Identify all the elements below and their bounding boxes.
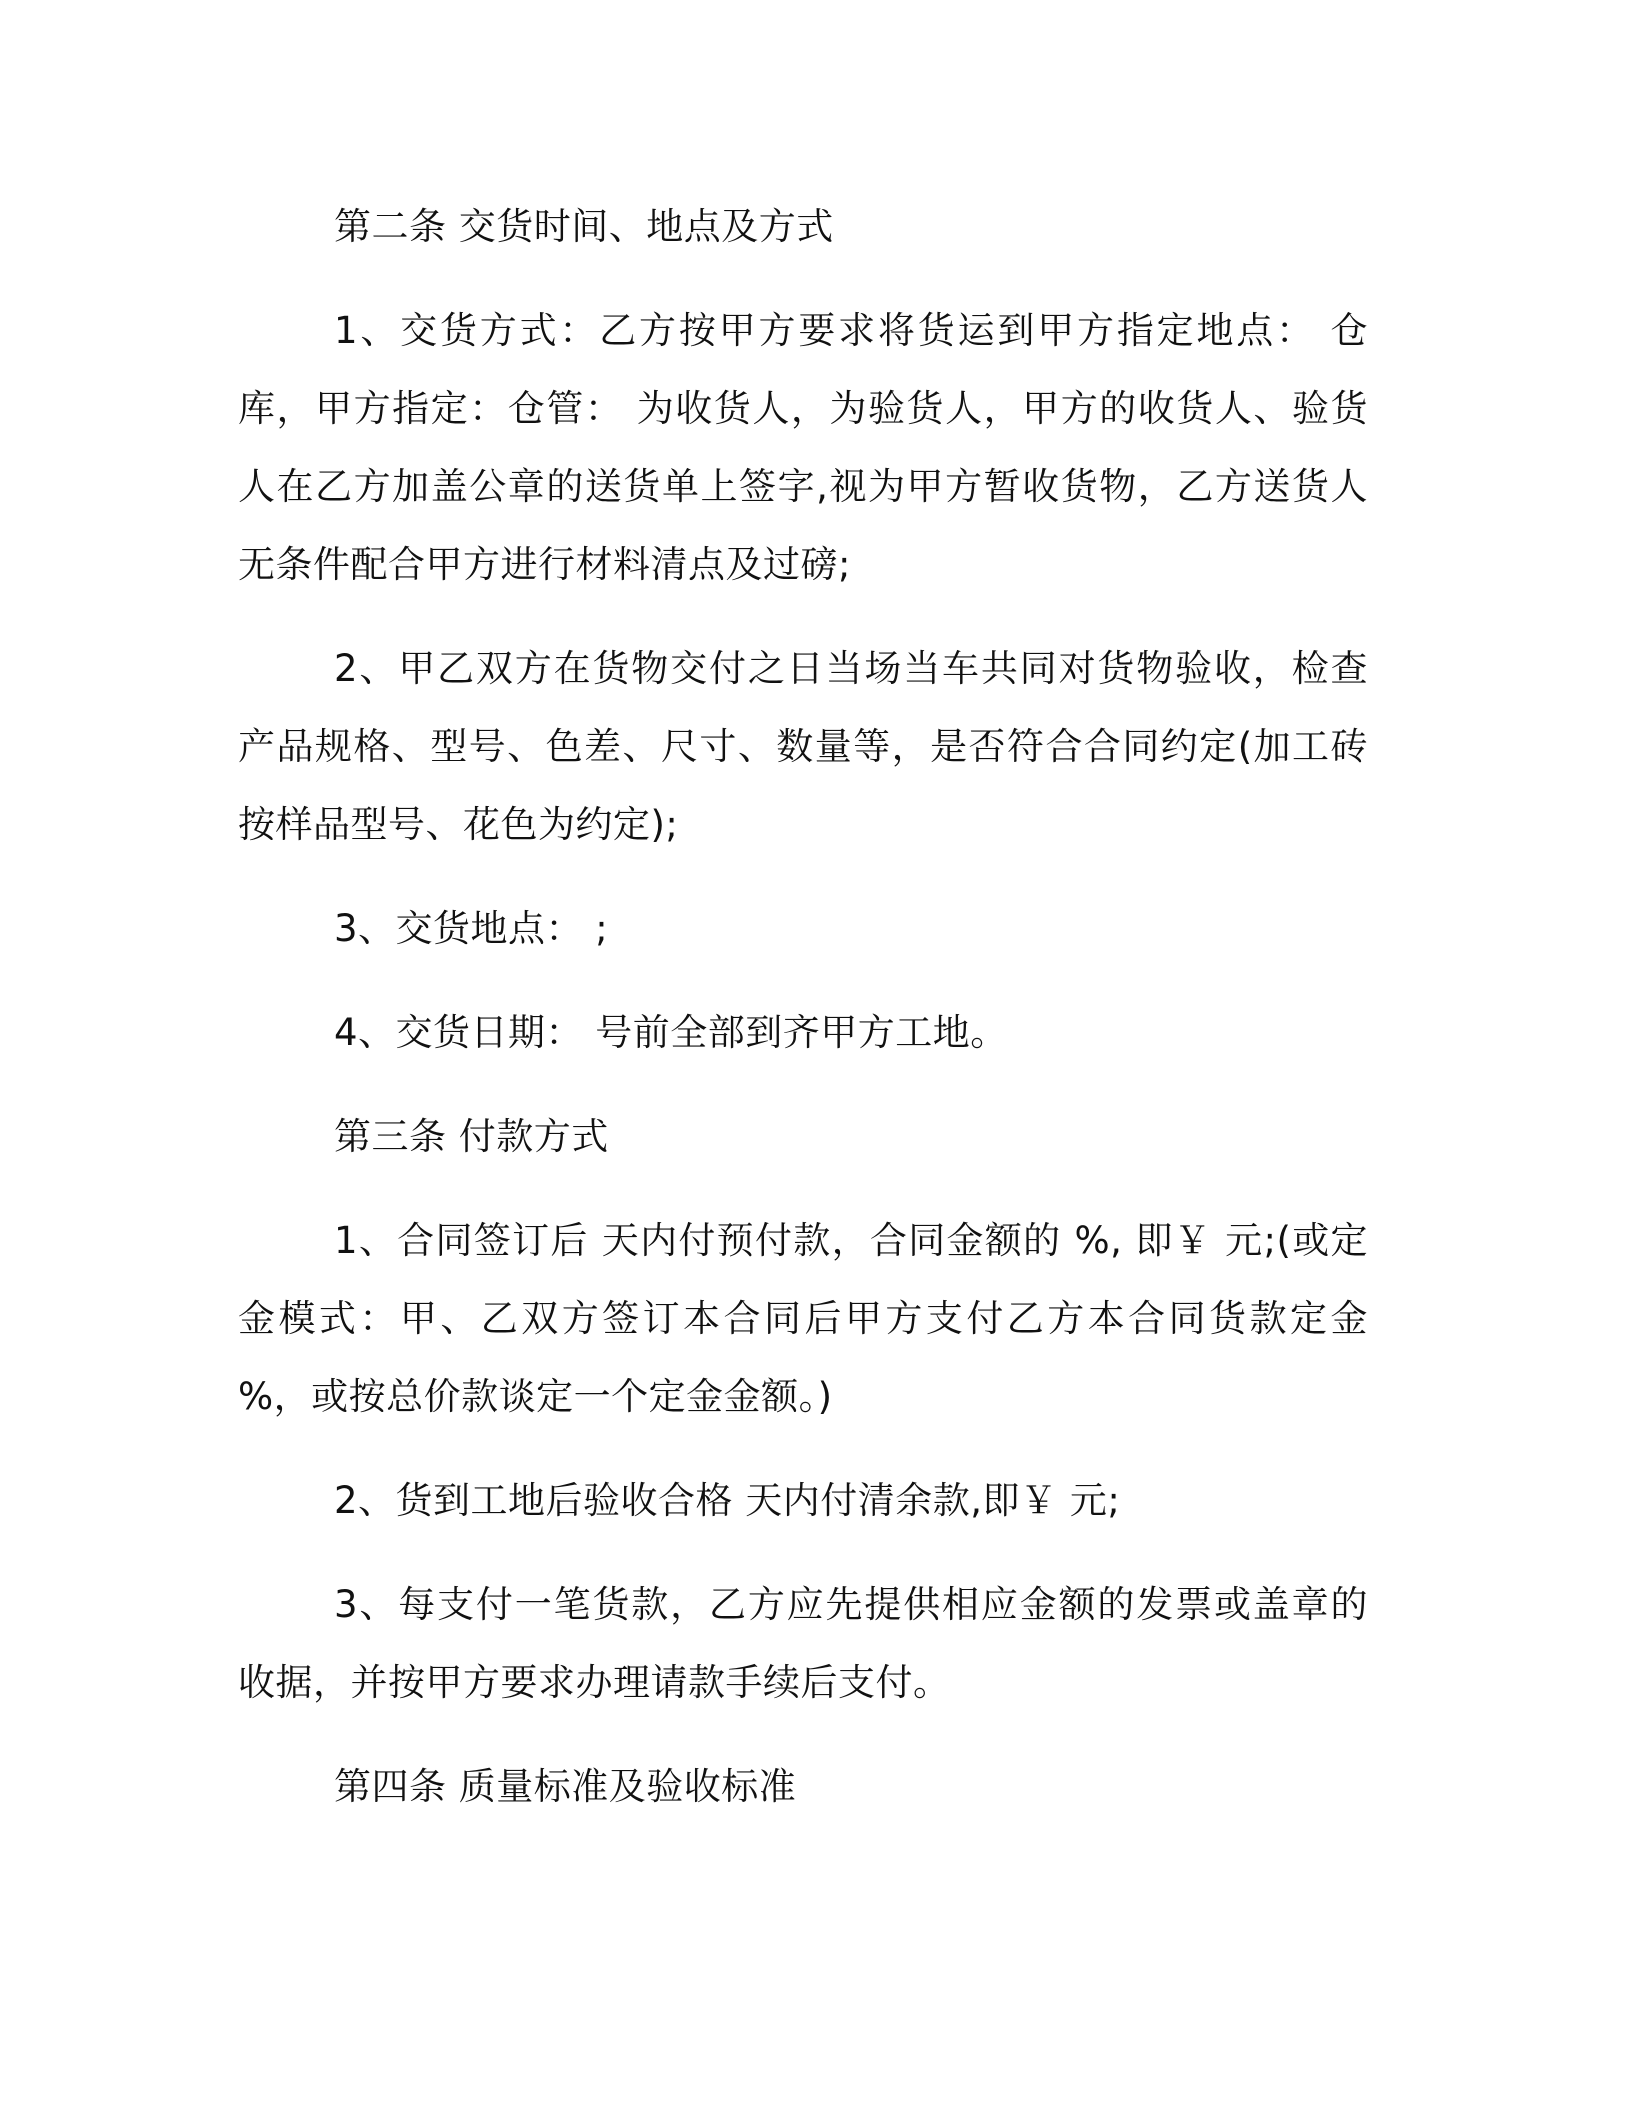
section-heading-delivery: 第二条 交货时间、地点及方式 (334, 205, 834, 248)
paragraph-invoice-requirement: 3、每支付一笔货款，乙方应先提供相应金额的发票或盖章的收据，并按甲方要求办理请款手续后支付。 (238, 1583, 1368, 1704)
paragraph-balance-payment: 2、货到工地后验收合格 天内付清余款,即￥ 元; (334, 1479, 1121, 1522)
paragraph-inspection: 2、甲乙双方在货物交付之日当场当车共同对货物验收，检查产品规格、型号、色差、尺寸、数量等，是否符合合同约定(加工砖按样品型号、花色为约定); (238, 647, 1368, 846)
paragraph-delivery-date: 4、交货日期： 号前全部到齐甲方工地。 (334, 1011, 1008, 1054)
section-heading-quality: 第四条 质量标准及验收标准 (334, 1765, 797, 1808)
section-heading-payment: 第三条 付款方式 (334, 1115, 609, 1158)
paragraph-delivery-location: 3、交货地点： ; (334, 907, 609, 950)
document-page (238, 188, 1368, 1852)
paragraph-delivery-method: 1、交货方式：乙方按甲方要求将货运到甲方指定地点： 仓库，甲方指定：仓管： 为收货人，为验货人，甲方的收货人、验货人在乙方加盖公章的送货单上签字,视为甲方暂收货物，乙方送货人无条件配合甲方进行材料清点及过磅; (238, 309, 1368, 586)
paragraph-prepayment: 1、合同签订后 天内付预付款，合同金额的 %, 即￥ 元;(或定金模式：甲、乙双方签订本合同后甲方支付乙方本合同货款定金 %，或按总价款谈定一个定金金额。) (238, 1219, 1368, 1418)
